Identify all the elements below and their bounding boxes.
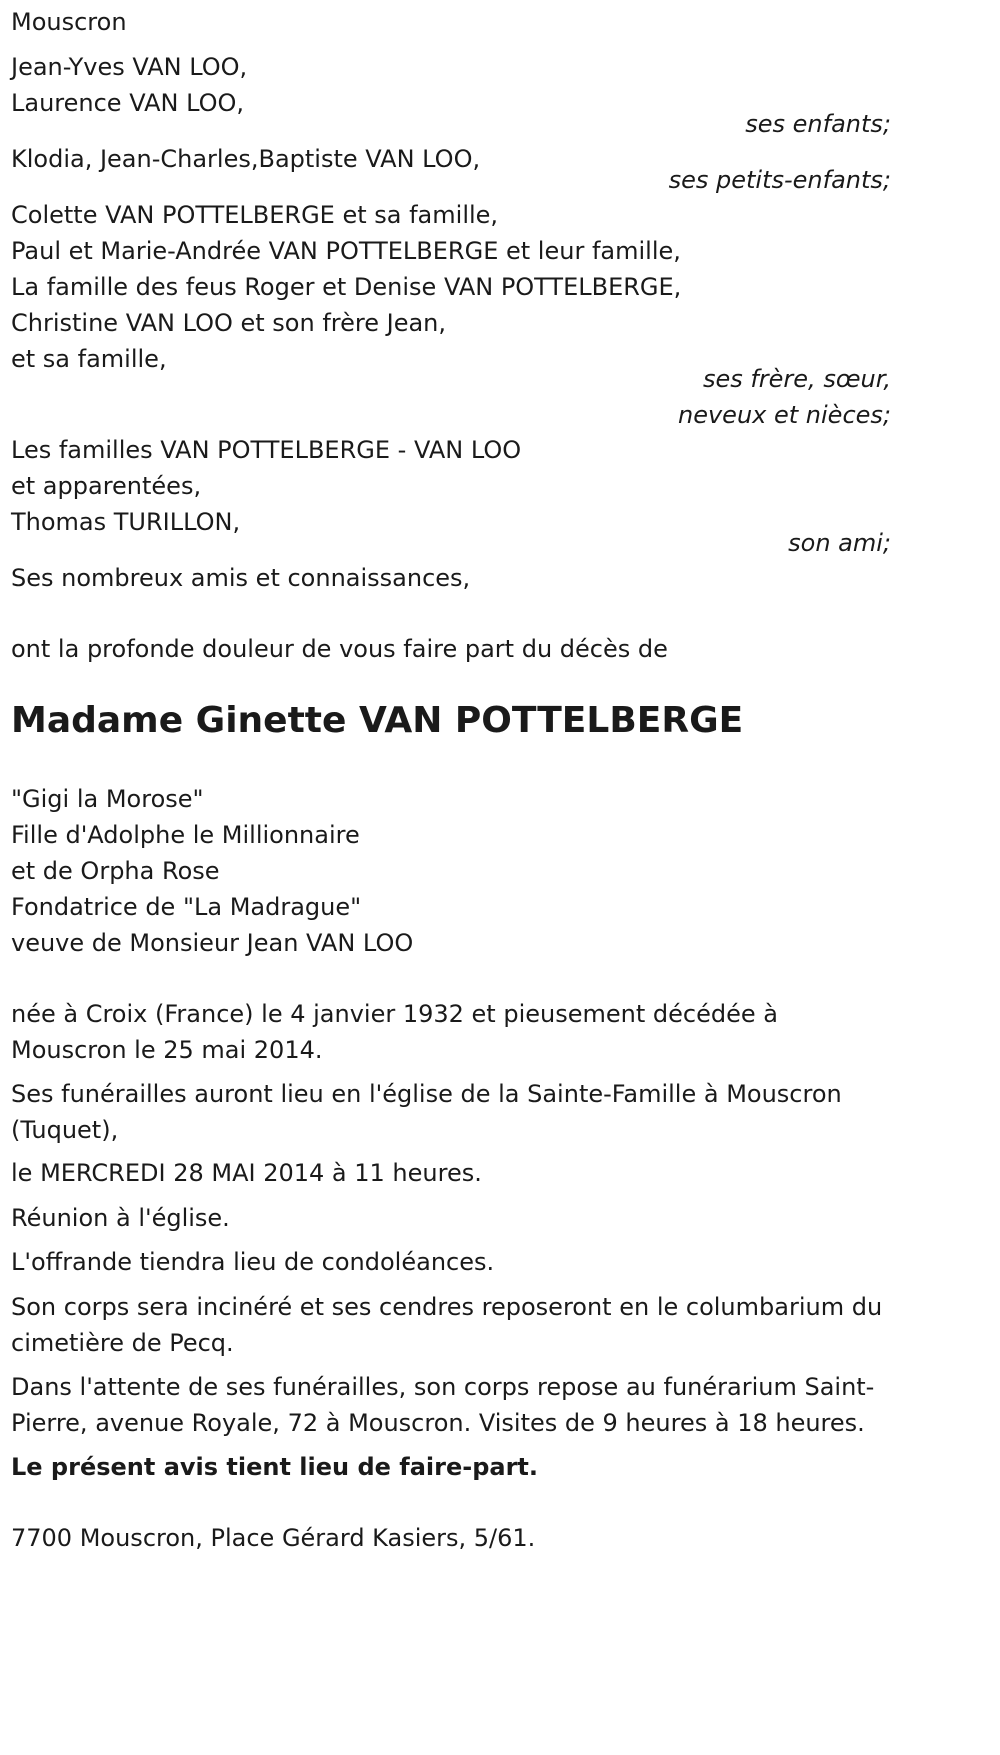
meeting-text: Réunion à l'église. (11, 1204, 230, 1232)
sibling-line: Christine VAN LOO et son frère Jean, (11, 309, 447, 337)
funeral-line: (Tuquet), (11, 1116, 119, 1144)
funeral-line: Ses funérailles auront lieu en l'église de la Sainte-Famille à Mouscron (11, 1080, 842, 1108)
children-role: ses enfants; (745, 110, 891, 138)
place-header (11, 4, 891, 40)
child-name: Jean-Yves VAN LOO, (11, 53, 248, 81)
funeral-date-paragraph (11, 1155, 891, 1191)
siblings-role: neveux et nièces; (678, 401, 891, 429)
announcement-text: ont la profonde douleur de vous faire part du décès de (11, 635, 668, 663)
relatives-line: et apparentées, (11, 472, 202, 500)
detail-line: Fondatrice de "La Madrague" (11, 893, 362, 921)
announcement-section (11, 631, 891, 667)
sibling-line: La famille des feus Roger et Denise VAN POTTELBERGE, (11, 273, 682, 301)
friend-role-block (11, 525, 891, 561)
relatives-line: Les familles VAN POTTELBERGE - VAN LOO (11, 436, 522, 464)
detail-line: et de Orpha Rose (11, 857, 220, 885)
cremation-line: Son corps sera incinéré et ses cendres reposeront en le columbarium du (11, 1293, 883, 1321)
birth-death-paragraph (11, 996, 891, 1068)
sibling-line: et sa famille, (11, 345, 167, 373)
children-role-block (11, 106, 891, 142)
place-text: Mouscron (11, 8, 127, 36)
siblings-role-block (11, 361, 891, 433)
address-footer (11, 1520, 891, 1556)
notice-text: Le présent avis tient lieu de faire-part. (11, 1453, 539, 1481)
detail-line: "Gigi la Morose" (11, 785, 204, 813)
notice-paragraph (11, 1449, 891, 1485)
sibling-line: Paul et Marie-Andrée VAN POTTELBERGE et leur famille, (11, 237, 681, 265)
friends-line: Ses nombreux amis et connaissances, (11, 564, 471, 592)
grandchildren-role: ses petits-enfants; (668, 166, 891, 194)
siblings-role: ses frère, sœur, (702, 365, 891, 393)
friend-role: son ami; (788, 529, 891, 557)
deceased-name-block (11, 697, 891, 745)
cremation-line: cimetière de Pecq. (11, 1329, 234, 1357)
grandchild-name: Klodia, Jean-Charles,Baptiste VAN LOO, (11, 145, 481, 173)
siblings-section (11, 197, 891, 377)
detail-line: Fille d'Adolphe le Millionnaire (11, 821, 360, 849)
child-name: Laurence VAN LOO, (11, 89, 245, 117)
meeting-paragraph (11, 1200, 891, 1236)
birth-death-line: née à Croix (France) le 4 janvier 1932 et pieusement décédée à (11, 1000, 778, 1028)
grandchildren-role-block (11, 162, 891, 198)
detail-line: veuve de Monsieur Jean VAN LOO (11, 929, 414, 957)
relatives-line: Thomas TURILLON, (11, 508, 241, 536)
birth-death-line: Mouscron le 25 mai 2014. (11, 1036, 323, 1064)
offering-text: L'offrande tiendra lieu de condoléances. (11, 1248, 495, 1276)
funeral-paragraph (11, 1076, 891, 1148)
cremation-paragraph (11, 1289, 891, 1361)
deceased-details (11, 781, 891, 961)
sibling-line: Colette VAN POTTELBERGE et sa famille, (11, 201, 499, 229)
relatives-section (11, 432, 891, 540)
rest-line: Pierre, avenue Royale, 72 à Mouscron. Visites de 9 heures à 18 heures. (11, 1409, 865, 1437)
funeral-date: le MERCREDI 28 MAI 2014 à 11 heures. (11, 1159, 482, 1187)
rest-line: Dans l'attente de ses funérailles, son corps repose au funérarium Saint- (11, 1373, 875, 1401)
deceased-name: Madame Ginette VAN POTTELBERGE (11, 700, 744, 741)
address-text: 7700 Mouscron, Place Gérard Kasiers, 5/61. (11, 1524, 536, 1552)
friends-section (11, 560, 891, 596)
rest-paragraph (11, 1369, 891, 1441)
offering-paragraph (11, 1244, 891, 1280)
